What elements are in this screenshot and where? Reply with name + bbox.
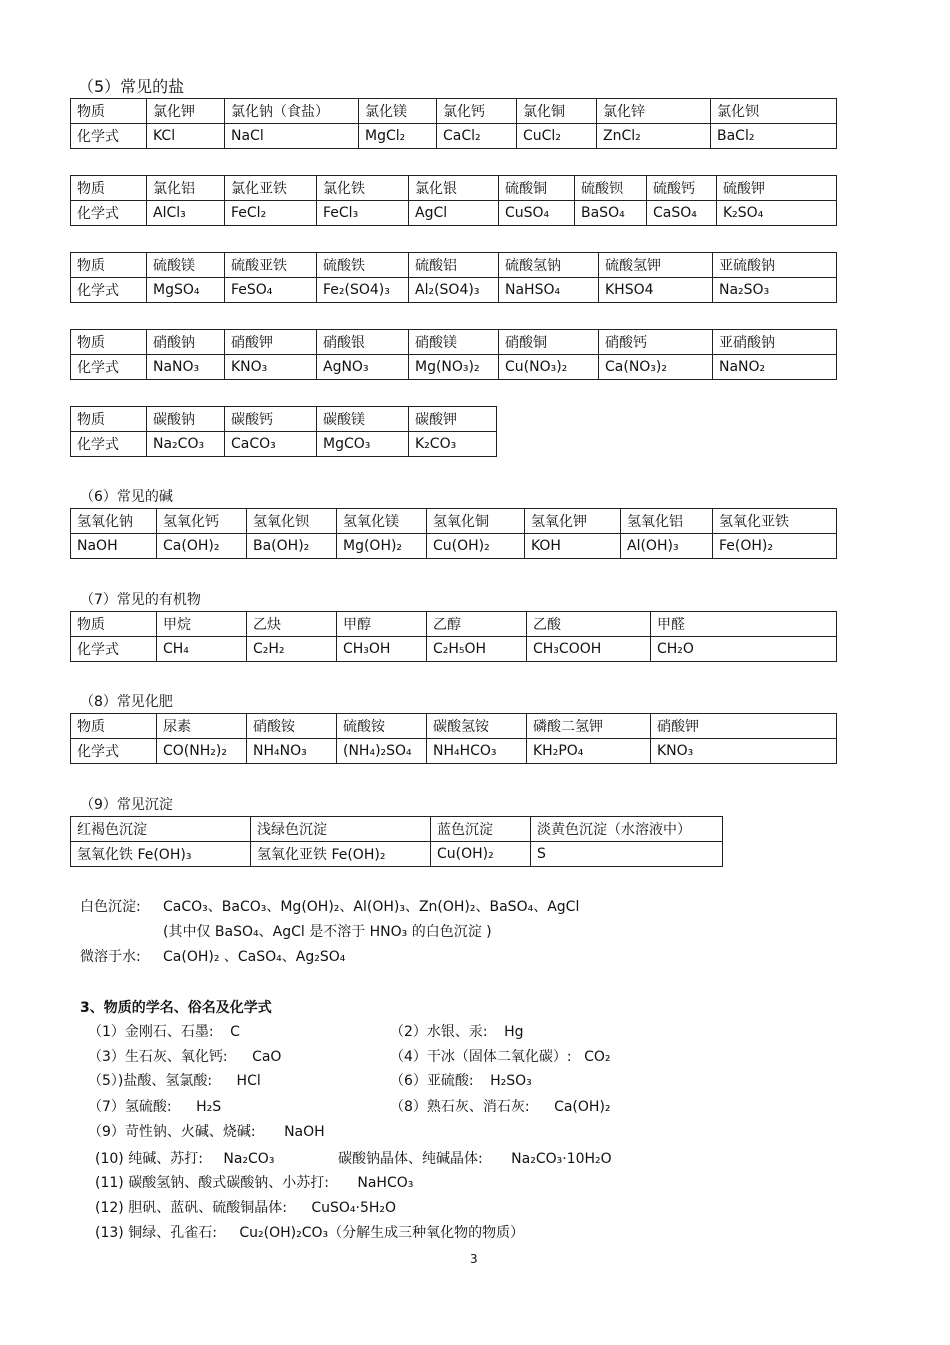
item-label: （1）金刚石、石墨: <box>88 1024 214 1040</box>
table-row <box>71 739 837 764</box>
salt-table-sulfates <box>70 252 837 303</box>
table-row <box>71 534 837 559</box>
table-cell: 硝酸铵 <box>247 714 337 739</box>
table-row <box>71 842 723 867</box>
table-cell: 红褐色沉淀 <box>71 817 251 842</box>
table-cell: 磷酸二氢钾 <box>527 714 651 739</box>
table-cell: NaCl <box>225 124 359 149</box>
table-cell: C₂H₅OH <box>427 637 527 662</box>
table-cell: Cu(NO₃)₂ <box>499 355 599 380</box>
table-cell: MgSO₄ <box>147 278 225 303</box>
table-cell: CO(NH₂)₂ <box>157 739 247 764</box>
table-cell: Al(OH)₃ <box>621 534 713 559</box>
table-cell: NH₄HCO₃ <box>427 739 527 764</box>
section-8-heading: （8）常见化肥 <box>80 694 173 710</box>
table-cell: 乙炔 <box>247 612 337 637</box>
table-cell: 硝酸钾 <box>651 714 837 739</box>
item-label: (13) 铜绿、孔雀石: <box>95 1225 217 1241</box>
item-formula: Hg <box>504 1024 524 1040</box>
table-cell: AgNO₃ <box>317 355 409 380</box>
item-label: （6）亚硫酸: <box>390 1073 474 1089</box>
table-cell: 氢氧化亚铁 <box>713 509 837 534</box>
table-cell: 物质 <box>71 253 147 278</box>
fertilizer-table <box>70 713 837 764</box>
item-formula: CaO <box>252 1049 282 1065</box>
table-cell: 淡黄色沉淀（水溶液中） <box>531 817 723 842</box>
item-label: （5）)盐酸、氢氯酸: <box>88 1073 213 1089</box>
list-item <box>88 1096 221 1116</box>
table-cell: 氢氧化铁 Fe(OH)₃ <box>71 842 251 867</box>
table-cell: MgCl₂ <box>359 124 437 149</box>
table-cell: KHSO4 <box>599 278 713 303</box>
table-row <box>71 355 837 380</box>
table-cell: Cu(OH)₂ <box>431 842 531 867</box>
salt-table-carbonates <box>70 406 497 457</box>
table-cell: 氯化镁 <box>359 99 437 124</box>
table-cell: 甲醇 <box>337 612 427 637</box>
list-item <box>390 1046 611 1066</box>
salt-table-nitrates <box>70 329 837 380</box>
table-row <box>71 637 837 662</box>
table-cell: CH₄ <box>157 637 247 662</box>
table-cell: 硫酸镁 <box>147 253 225 278</box>
list-item <box>88 1021 240 1041</box>
table-cell: BaSO₄ <box>575 201 647 226</box>
table-cell: 氯化钡 <box>711 99 837 124</box>
table-cell: Mg(NO₃)₂ <box>409 355 499 380</box>
table-cell: 硫酸铵 <box>337 714 427 739</box>
list-item <box>390 1096 611 1116</box>
table-cell: C₂H₂ <box>247 637 337 662</box>
base-table <box>70 508 837 559</box>
item-label: （9）苛性钠、火碱、烧碱: <box>88 1124 256 1140</box>
table-cell: CaCl₂ <box>437 124 517 149</box>
table-cell: K₂SO₄ <box>717 201 837 226</box>
white-precipitate-value: CaCO₃、BaCO₃、Mg(OH)₂、Al(OH)₃、Zn(OH)₂、BaSO₄、AgCl <box>163 899 580 915</box>
table-cell: NaNO₂ <box>713 355 837 380</box>
slightly-soluble-value: Ca(OH)₂ 、CaSO₄、Ag₂SO₄ <box>163 949 346 965</box>
table-cell: CuCl₂ <box>517 124 597 149</box>
table-cell: 氯化铜 <box>517 99 597 124</box>
table-cell: 氯化铁 <box>317 176 409 201</box>
item-formula: CO₂ <box>584 1049 611 1065</box>
table-cell: 硫酸氢钠 <box>499 253 599 278</box>
table-cell: 硫酸亚铁 <box>225 253 317 278</box>
table-cell: 氢氧化钾 <box>525 509 621 534</box>
table-cell: K₂CO₃ <box>409 432 497 457</box>
list-item <box>95 1172 413 1192</box>
table-cell: NaNO₃ <box>147 355 225 380</box>
table-cell: 碳酸钾 <box>409 407 497 432</box>
table-cell: KH₂PO₄ <box>527 739 651 764</box>
section-3-heading: 3、物质的学名、俗名及化学式 <box>80 1000 272 1016</box>
table-cell: NH₄NO₃ <box>247 739 337 764</box>
table-cell: 硫酸钙 <box>647 176 717 201</box>
table-cell: 硝酸钙 <box>599 330 713 355</box>
list-item <box>95 1148 274 1168</box>
item-formula: CuSO₄·5H₂O <box>311 1200 397 1216</box>
table-cell: 碳酸镁 <box>317 407 409 432</box>
table-cell: 化学式 <box>71 201 147 226</box>
item-formula: C <box>230 1024 240 1040</box>
salt-table-chlorides-sulfates <box>70 175 837 226</box>
table-cell: 物质 <box>71 714 157 739</box>
table-cell: 氯化锌 <box>597 99 711 124</box>
table-cell: 尿素 <box>157 714 247 739</box>
table-cell: BaCl₂ <box>711 124 837 149</box>
table-cell: 氢氧化钠 <box>71 509 157 534</box>
item-formula: HCl <box>236 1073 261 1089</box>
table-cell: 物质 <box>71 407 147 432</box>
table-cell: CaSO₄ <box>647 201 717 226</box>
table-cell: 化学式 <box>71 278 147 303</box>
table-cell: ZnCl₂ <box>597 124 711 149</box>
table-cell: 亚硝酸钠 <box>713 330 837 355</box>
table-row <box>71 99 837 124</box>
table-cell: KNO₃ <box>651 739 837 764</box>
table-cell: KOH <box>525 534 621 559</box>
table-row <box>71 817 723 842</box>
table-cell: 碳酸钠 <box>147 407 225 432</box>
item-label: （2）水银、汞: <box>390 1024 488 1040</box>
item-formula: NaHCO₃ <box>357 1175 414 1191</box>
table-cell: MgCO₃ <box>317 432 409 457</box>
item-formula: Na₂CO₃·10H₂O <box>511 1151 612 1167</box>
table-cell: 物质 <box>71 612 157 637</box>
table-cell: 化学式 <box>71 124 147 149</box>
table-cell: S <box>531 842 723 867</box>
salt-table-chlorides <box>70 98 837 149</box>
list-item <box>88 1046 281 1066</box>
table-cell: CH₃COOH <box>527 637 651 662</box>
table-cell: 硝酸银 <box>317 330 409 355</box>
table-cell: 氯化钾 <box>147 99 225 124</box>
table-cell: 硝酸铜 <box>499 330 599 355</box>
table-cell: Al₂(SO4)₃ <box>409 278 499 303</box>
table-cell: 碳酸钙 <box>225 407 317 432</box>
table-cell: 硫酸铜 <box>499 176 575 201</box>
item-label: (12) 胆矾、蓝矾、硫酸铜晶体: <box>95 1200 287 1216</box>
table-cell: 化学式 <box>71 637 157 662</box>
table-cell: 硫酸铝 <box>409 253 499 278</box>
table-cell: Ca(OH)₂ <box>157 534 247 559</box>
table-cell: 硝酸钠 <box>147 330 225 355</box>
table-cell: 氢氧化铝 <box>621 509 713 534</box>
table-row <box>71 509 837 534</box>
table-cell: 硝酸钾 <box>225 330 317 355</box>
table-cell: 氢氧化亚铁 Fe(OH)₂ <box>251 842 431 867</box>
table-cell: FeCl₂ <box>225 201 317 226</box>
section-7-heading: （7）常见的有机物 <box>80 592 201 608</box>
table-cell: 蓝色沉淀 <box>431 817 531 842</box>
table-cell: 氯化银 <box>409 176 499 201</box>
table-row <box>71 432 497 457</box>
list-item <box>390 1021 524 1041</box>
table-cell: CH₃OH <box>337 637 427 662</box>
table-cell: 物质 <box>71 99 147 124</box>
item-label: 碳酸钠晶体、纯碱晶体: <box>338 1151 483 1167</box>
list-item <box>88 1121 325 1141</box>
item-formula: NaOH <box>284 1124 325 1140</box>
section-6-heading: （6）常见的碱 <box>80 489 173 505</box>
item-label: （7）氢硫酸: <box>88 1099 172 1115</box>
table-cell: 氯化亚铁 <box>225 176 317 201</box>
table-cell: Ba(OH)₂ <box>247 534 337 559</box>
table-cell: AgCl <box>409 201 499 226</box>
list-item <box>88 1070 261 1090</box>
table-cell: 化学式 <box>71 739 157 764</box>
table-cell: (NH₄)₂SO₄ <box>337 739 427 764</box>
table-row <box>71 407 497 432</box>
table-cell: 化学式 <box>71 432 147 457</box>
table-row <box>71 714 837 739</box>
item-label: （3）生石灰、氧化钙: <box>88 1049 228 1065</box>
item-formula: H₂SO₃ <box>490 1073 532 1089</box>
table-cell: Fe₂(SO4)₃ <box>317 278 409 303</box>
table-cell: 亚硫酸钠 <box>713 253 837 278</box>
table-cell: 氯化钠（食盐） <box>225 99 359 124</box>
organic-table <box>70 611 837 662</box>
table-cell: Ca(NO₃)₂ <box>599 355 713 380</box>
white-precipitate-note: (其中仅 BaSO₄、AgCl 是不溶于 HNO₃ 的白色沉淀 ) <box>163 924 492 940</box>
table-cell: 氢氧化钡 <box>247 509 337 534</box>
table-cell: 氯化铝 <box>147 176 225 201</box>
item-label: （4）干冰（固体二氧化碳）: <box>390 1049 572 1065</box>
table-cell: 氯化钙 <box>437 99 517 124</box>
table-cell: FeSO₄ <box>225 278 317 303</box>
table-cell: Fe(OH)₂ <box>713 534 837 559</box>
table-cell: 硫酸铁 <box>317 253 409 278</box>
table-cell: CuSO₄ <box>499 201 575 226</box>
table-cell: KNO₃ <box>225 355 317 380</box>
table-cell: Mg(OH)₂ <box>337 534 427 559</box>
table-cell: AlCl₃ <box>147 201 225 226</box>
item-formula: H₂S <box>196 1099 222 1115</box>
slightly-soluble-label: 微溶于水: <box>80 949 141 965</box>
table-cell: 碳酸氢铵 <box>427 714 527 739</box>
table-cell: 物质 <box>71 176 147 201</box>
table-cell: 乙酸 <box>527 612 651 637</box>
white-precipitate-label: 白色沉淀: <box>80 899 141 915</box>
table-cell: Na₂CO₃ <box>147 432 225 457</box>
table-row <box>71 253 837 278</box>
item-label: (10) 纯碱、苏打: <box>95 1151 203 1167</box>
table-cell: Cu(OH)₂ <box>427 534 525 559</box>
table-cell: 物质 <box>71 330 147 355</box>
list-item <box>338 1148 612 1168</box>
table-cell: 浅绿色沉淀 <box>251 817 431 842</box>
item-label: （8）熟石灰、消石灰: <box>390 1099 530 1115</box>
page-number: 3 <box>470 1252 478 1266</box>
table-cell: 乙醇 <box>427 612 527 637</box>
item-formula: Cu₂(OH)₂CO₃（分解生成三种氧化物的物质） <box>239 1225 525 1241</box>
table-cell: 硝酸镁 <box>409 330 499 355</box>
precipitate-table <box>70 816 723 867</box>
table-cell: Na₂SO₃ <box>713 278 837 303</box>
table-cell: NaOH <box>71 534 157 559</box>
section-9-heading: （9）常见沉淀 <box>80 797 173 813</box>
table-row <box>71 278 837 303</box>
table-cell: KCl <box>147 124 225 149</box>
table-cell: 氢氧化铜 <box>427 509 525 534</box>
item-formula: Ca(OH)₂ <box>554 1099 611 1115</box>
list-item <box>390 1070 532 1090</box>
table-row <box>71 124 837 149</box>
table-row <box>71 612 837 637</box>
table-cell: 化学式 <box>71 355 147 380</box>
table-row <box>71 201 837 226</box>
list-item <box>95 1222 524 1242</box>
table-cell: 硫酸氢钾 <box>599 253 713 278</box>
table-cell: 硫酸钡 <box>575 176 647 201</box>
section-5-heading: （5）常见的盐 <box>78 77 185 96</box>
table-cell: 氢氧化钙 <box>157 509 247 534</box>
list-item <box>95 1197 396 1217</box>
table-cell: 硫酸钾 <box>717 176 837 201</box>
table-cell: CH₂O <box>651 637 837 662</box>
table-row <box>71 330 837 355</box>
table-row <box>71 176 837 201</box>
table-cell: NaHSO₄ <box>499 278 599 303</box>
table-cell: 氢氧化镁 <box>337 509 427 534</box>
table-cell: 甲醛 <box>651 612 837 637</box>
item-label: (11) 碳酸氢钠、酸式碳酸钠、小苏打: <box>95 1175 329 1191</box>
table-cell: 甲烷 <box>157 612 247 637</box>
item-formula: Na₂CO₃ <box>223 1151 275 1167</box>
table-cell: CaCO₃ <box>225 432 317 457</box>
table-cell: FeCl₃ <box>317 201 409 226</box>
